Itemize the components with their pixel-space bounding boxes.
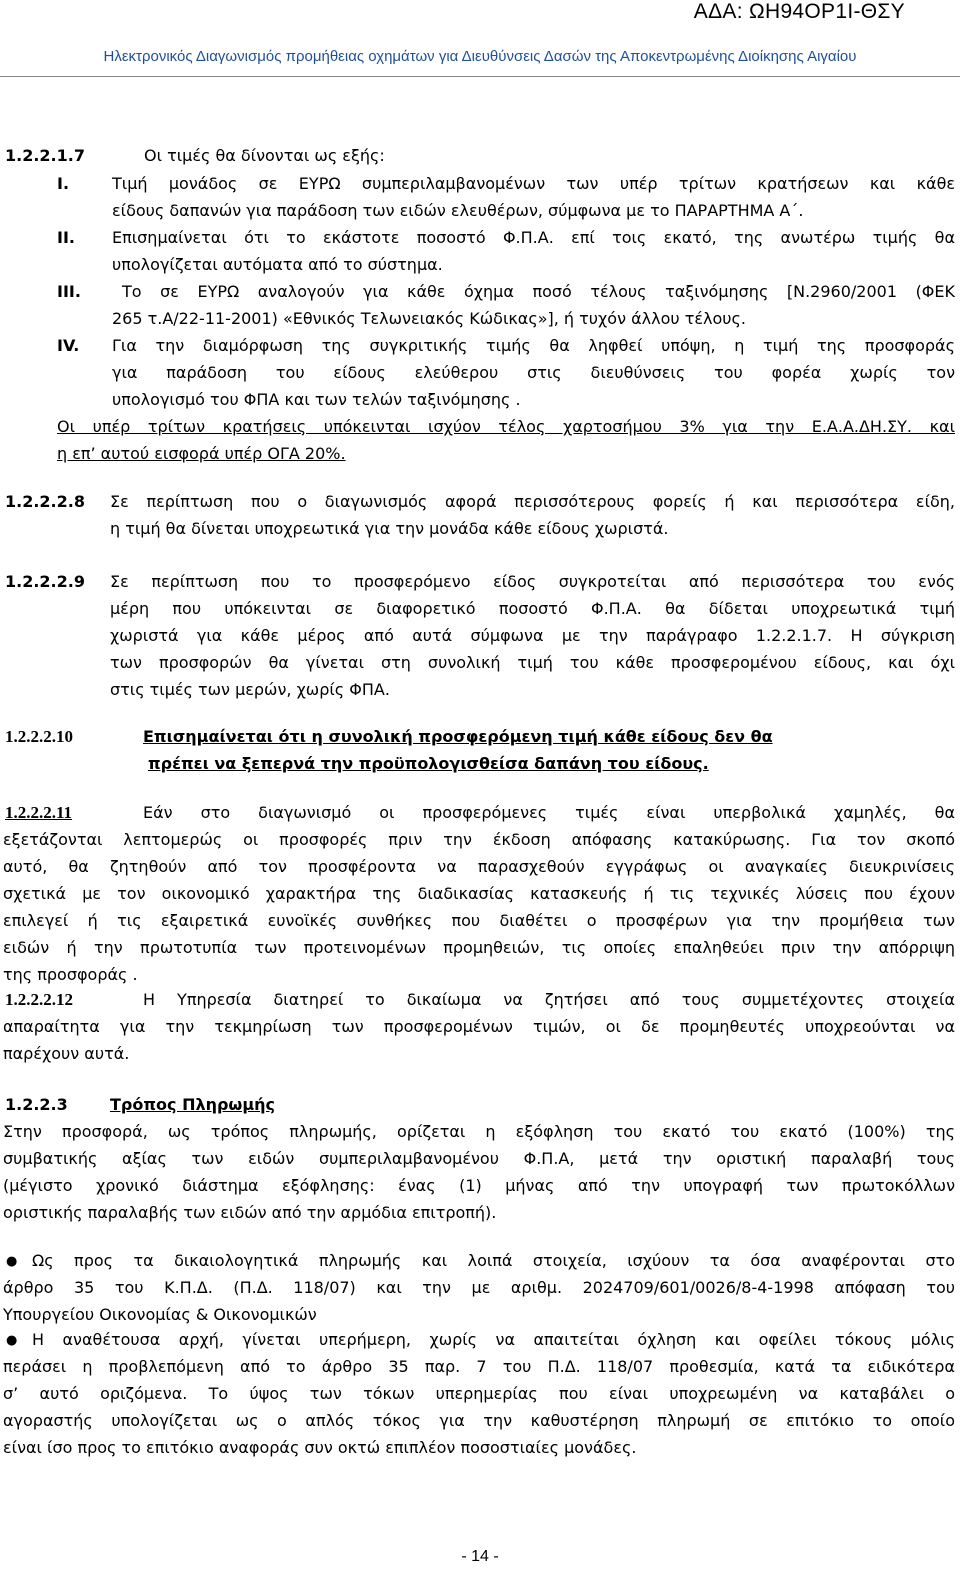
paragraph-line: παρέχουν αυτά. [3, 1044, 130, 1063]
section-number: 1.2.2.3 [5, 1095, 68, 1114]
paragraph-line: ειδών ή την πρωτοτυπία των προτεινομένων προμηθειών, τις οποίες επαληθεύει πριν την απόρριψη [3, 938, 955, 957]
section-number: 1.2.2.2.9 [5, 572, 85, 591]
paragraph-line: Τιμή μονάδος σε ΕΥΡΩ συμπεριλαμβανομένων των υπέρ τρίτων κρατήσεων και κάθε [112, 174, 955, 193]
paragraph-line: Το σε ΕΥΡΩ αναλογούν για κάθε όχημα ποσό τέλους ταξινόμησης [Ν.2960/2001 (ΦΕΚ [122, 282, 955, 301]
bullet-line: Ως προς τα δικαιολογητικά πληρωμής και λοιπά στοιχεία, ισχύουν τα όσα αναφέρονται στο [32, 1251, 955, 1270]
section-heading: Οι τιμές θα δίνονται ως εξής: [144, 146, 385, 165]
paragraph-line: σχετικά με τον οικονομικό χαρακτήρα της διαδικασίας κατασκευής ή τις τεχνικές λύσεις που έχουν [3, 884, 955, 903]
list-marker: II. [57, 228, 75, 247]
paragraph-line: οριστικής παραλαβής των ειδών από την αρμόδια επιτροπή). [3, 1203, 497, 1222]
paragraph-line: 265 τ.Α/22-11-2001) «Εθνικός Τελωνειακός Κώδικας»], ή τυχόν άλλου τέλους. [112, 309, 746, 328]
header-divider [0, 76, 960, 77]
page-number: - 14 - [461, 1548, 499, 1565]
paragraph-line: αυτό, θα ζητηθούν από τον προσφέροντα να παρασχεθούν εγγράφως οι αναγκαίες διευκρινίσεις [3, 857, 955, 876]
underlined-note: η επ’ αυτού εισφορά υπέρ ΟΓΑ 20%. [57, 444, 346, 463]
bullet-line: Υπουργείου Οικονομίας & Οικονομικών [3, 1305, 317, 1324]
bullet-line: άρθρο 35 του Κ.Π.Δ. (Π.Δ. 118/07) και την με αριθμ. 2024709/601/0026/8-4-1998 απόφαση του [3, 1278, 955, 1297]
paragraph-line: υπολογισμό του ΦΠΑ και των τελών ταξινόμησης . [112, 390, 521, 409]
section-number: 1.2.2.1.7 [5, 146, 85, 165]
bullet-line: σ’ αυτό οριζόμενα. Το ύψος των τόκων υπερημερίας που είναι υποχρεωμένη να καταβάλει ο [3, 1384, 955, 1403]
bullet-icon: ● [6, 1333, 18, 1348]
emphasis-line: Επισημαίνεται ότι η συνολική προσφερόμενη τιμή κάθε είδους δεν θα [143, 727, 773, 746]
bullet-line: περάσει η προβλεπόμενη από το άρθρο 35 παρ. 7 του Π.Δ. 118/07 προθεσμία, κατά τα ειδικότερα [3, 1357, 955, 1376]
paragraph-line: συμβατικής αξίας των ειδών συμπεριλαμβανομένου Φ.Π.Α, μετά την οριστική παραλαβή τους [3, 1149, 955, 1168]
section-number: 1.2.2.2.8 [5, 492, 85, 511]
paragraph-line: είδους δαπανών για παράδοση των ειδών ελευθέρων, σύμφωνα με το ΠΑΡΑΡΤΗΜΑ Α΄. [112, 201, 804, 220]
paragraph-line: (μέγιστο χρονικό διάστημα εξόφλησης: ένας (1) μήνας από την υπογραφή των πρωτοκόλλων [3, 1176, 955, 1195]
list-marker: I. [57, 174, 70, 193]
paragraph-line: μέρη που υπόκεινται σε διαφορετικό ποσοστό Φ.Π.Α. θα δίδεται υποχρεωτικά τιμή [110, 599, 955, 618]
underlined-note: Οι υπέρ τρίτων κρατήσεις υπόκεινται ισχύον τέλος χαρτοσήμου 3% για την Ε.Α.Α.ΔΗ.ΣΥ. και [57, 417, 955, 436]
paragraph-line: απαραίτητα για την τεκμηρίωση των προσφερομένων τιμών, οι δε προμηθευτές υποχρεούνται να [3, 1017, 955, 1036]
bullet-icon: ● [6, 1254, 18, 1269]
paragraph-line: Η Υπηρεσία διατηρεί το δικαίωμα να ζητήσει από τους συμμετέχοντες στοιχεία [143, 990, 955, 1009]
list-marker: III. [57, 282, 81, 301]
paragraph-line: χωριστά για κάθε μέρος από αυτά σύμφωνα με την παράγραφο 1.2.2.1.7. Η σύγκριση [110, 626, 955, 645]
paragraph-line: Σε περίπτωση που ο διαγωνισμός αφορά περισσότερους φορείς ή και περισσότερα είδη, [110, 492, 955, 511]
section-number: 1.2.2.2.10 [5, 727, 73, 746]
section-number: 1.2.2.2.11 [5, 803, 73, 822]
bullet-line: Η αναθέτουσα αρχή, γίνεται υπερήμερη, χωρίς να απαιτείται όχληση και οφείλει τόκους μόλις [32, 1330, 955, 1349]
document-header-title: Ηλεκτρονικός Διαγωνισμός προμήθειας οχημάτων για Διευθύνσεις Δασών της Αποκεντρωμένης Διοίκησης Αιγαίου [103, 48, 857, 65]
bullet-line: αγοραστής υπολογίζεται ως ο απλός τόκος για την καθυστέρηση πληρωμή σε επιτόκιο το οποίο [3, 1411, 955, 1430]
paragraph-line: υπολογίζεται αυτόματα από το σύστημα. [112, 255, 443, 274]
section-number: 1.2.2.2.12 [5, 990, 73, 1009]
paragraph-line: Για την διαμόρφωση της συγκριτικής τιμής θα ληφθεί υπόψη, η τιμή της προσφοράς [112, 336, 955, 355]
paragraph-line: της προσφοράς . [3, 965, 138, 984]
paragraph-line: η τιμή θα δίνεται υποχρεωτικά για την μονάδα κάθε είδους χωριστά. [110, 519, 669, 538]
paragraph-line: Επισημαίνεται ότι το εκάστοτε ποσοστό Φ.Π.Α. επί τοις εκατό, της ανωτέρω τιμής θα [112, 228, 955, 247]
paragraph-line: εξετάζονται λεπτομερώς οι προσφορές πριν την έκδοση απόφασης κατακύρωσης. Για τον σκοπό [3, 830, 955, 849]
bullet-line: είναι ίσο προς το επιτόκιο αναφοράς συν οκτώ επιπλέον ποσοστιαίες μονάδες. [3, 1438, 637, 1457]
paragraph-line: επιλεγεί ή τις εξαιρετικά ευνοϊκές συνθήκες που διαθέτει ο προσφέρων για την προμήθεια των [3, 911, 955, 930]
paragraph-line: για παράδοση του είδους ελεύθερου στις διευθύνσεις του φορέα χωρίς τον [112, 363, 955, 382]
list-marker: IV. [57, 336, 80, 355]
emphasis-line: πρέπει να ξεπερνά την προϋπολογισθείσα δαπάνη του είδους. [148, 754, 709, 773]
paragraph-line: στις τιμές των μερών, χωρίς ΦΠΑ. [110, 680, 390, 699]
paragraph-line: Σε περίπτωση που το προσφερόμενο είδος συγκροτείται από περισσότερα του ενός [110, 572, 955, 591]
ada-code: ΑΔΑ: ΩΗ94ΟΡ1Ι-ΘΣΥ [693, 0, 905, 23]
paragraph-line: Στην προσφορά, ως τρόπος πληρωμής, ορίζεται η εξόφληση του εκατό του εκατό (100%) της [3, 1122, 955, 1141]
paragraph-line: Εάν στο διαγωνισμό οι προσφερόμενες τιμές είναι υπερβολικά χαμηλές, θα [143, 803, 955, 822]
paragraph-line: των προσφορών θα γίνεται στη συνολική τιμή του κάθε προσφερομένου είδους, και όχι [110, 653, 955, 672]
section-heading: Τρόπος Πληρωμής [110, 1095, 275, 1114]
